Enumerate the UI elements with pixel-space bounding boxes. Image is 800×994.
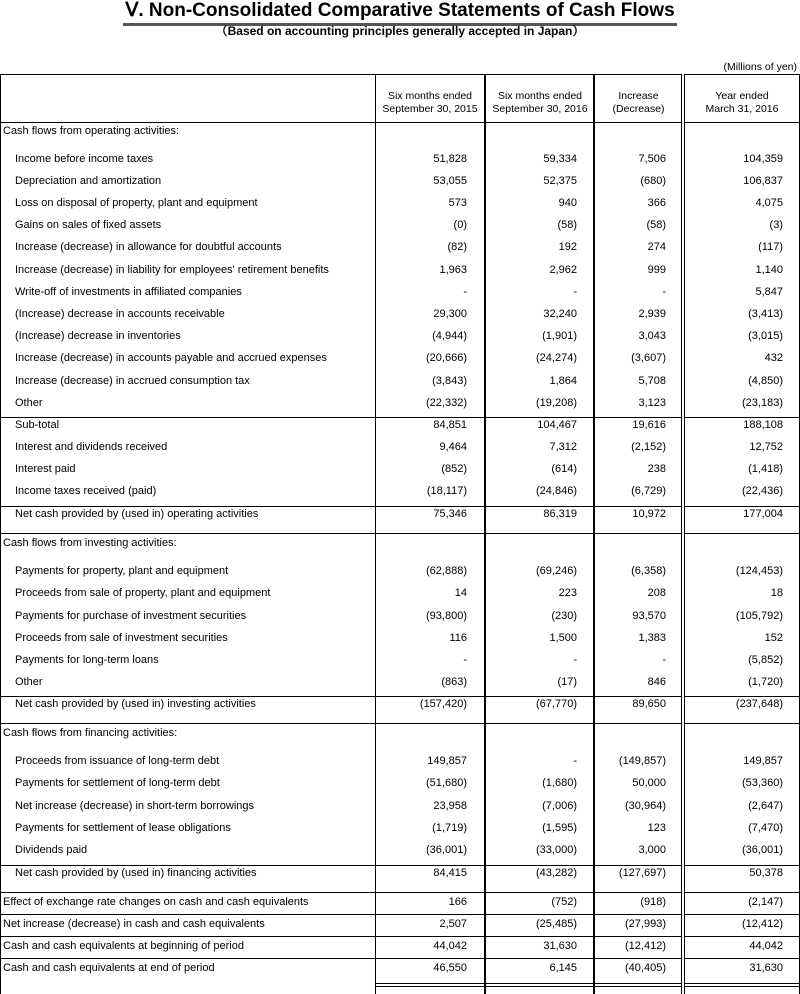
row-label: Effect of exchange rate changes on cash and cash equivalents — [3, 896, 309, 908]
cell-col-3: (2,152) — [631, 441, 666, 453]
row-label: Cash flows from operating activities: — [3, 125, 180, 137]
cell-col-4: (23,183) — [742, 397, 783, 409]
cell-col-4: (1,418) — [748, 463, 783, 475]
row-label: (Increase) decrease in inventories — [15, 330, 181, 342]
cell-col-1: 53,055 — [433, 175, 467, 187]
cell-col-3: 10,972 — [632, 508, 666, 520]
row-label: Proceeds from issuance of long-term debt — [15, 755, 220, 767]
cell-col-4: (3,015) — [748, 330, 783, 342]
cell-col-1: 46,550 — [433, 962, 467, 974]
document-title — [0, 0, 800, 26]
row-label: Payments for settlement of lease obligations — [15, 822, 231, 834]
column-header-4-line2: March 31, 2016 — [705, 103, 779, 115]
cell-col-1: (82) — [447, 241, 467, 253]
column-header-2 — [486, 84, 594, 122]
cell-col-3: 2,939 — [638, 308, 666, 320]
cell-col-4: (3) — [769, 219, 783, 231]
section-heading — [0, 537, 800, 555]
row-label: Income before income taxes — [15, 153, 154, 165]
table-row — [0, 587, 800, 605]
cell-col-1: 9,464 — [439, 441, 467, 453]
row-separator — [684, 865, 800, 866]
cell-col-3: 274 — [647, 241, 666, 253]
cell-col-1: (20,666) — [426, 352, 467, 364]
row-separator — [0, 892, 681, 893]
cell-col-3: - — [662, 286, 666, 298]
cell-col-1: 573 — [448, 197, 467, 209]
cell-col-1: 149,857 — [427, 755, 467, 767]
table-row — [0, 654, 800, 672]
cell-col-4: 4,075 — [755, 197, 783, 209]
cell-col-1: 29,300 — [433, 308, 467, 320]
cell-col-3: (3,607) — [631, 352, 666, 364]
row-separator — [0, 865, 681, 866]
table-row — [0, 375, 800, 393]
row-label: Cash flows from investing activities: — [3, 537, 177, 549]
cell-col-2: (752) — [551, 896, 577, 908]
cell-col-3: 123 — [647, 822, 666, 834]
column-header-1 — [376, 84, 484, 122]
cell-col-1: 14 — [454, 587, 467, 599]
cell-col-3: (58) — [646, 219, 666, 231]
row-separator — [684, 506, 800, 507]
cell-col-3: 999 — [647, 264, 666, 276]
row-label: (Increase) decrease in accounts receivable — [15, 308, 225, 320]
cell-col-4: 44,042 — [749, 940, 783, 952]
row-label: Net cash provided by (used in) investing activities — [15, 698, 256, 710]
table-row — [0, 308, 800, 326]
column-header-2-line2: September 30, 2016 — [492, 103, 588, 115]
cell-col-4: (4,850) — [748, 375, 783, 387]
row-label: Other — [15, 397, 43, 409]
row-label: Cash and cash equivalents at beginning of period — [3, 940, 244, 952]
cell-col-2: 1,864 — [549, 375, 577, 387]
table-row — [0, 286, 800, 304]
column-header-4-line1: Year ended — [715, 90, 769, 102]
cell-col-2: (1,595) — [542, 822, 577, 834]
row-label: Payments for long-term loans — [15, 654, 159, 666]
cell-col-3: 846 — [647, 676, 666, 688]
cell-col-4: (1,720) — [748, 676, 783, 688]
table-row — [0, 565, 800, 583]
cell-col-2: (17) — [557, 676, 577, 688]
column-header-2-line1: Six months ended — [497, 90, 583, 102]
row-label: Payments for purchase of investment securities — [15, 610, 247, 622]
cell-col-4: (2,647) — [748, 800, 783, 812]
table-row — [0, 397, 800, 415]
cell-col-4: (3,413) — [748, 308, 783, 320]
table-row — [0, 755, 800, 773]
table-row — [0, 676, 800, 694]
cell-col-2: 104,467 — [537, 419, 577, 431]
cell-col-2: (24,846) — [536, 485, 577, 497]
cell-col-1: (36,001) — [426, 844, 467, 856]
cell-col-3: (918) — [640, 896, 666, 908]
cell-col-4: 12,752 — [749, 441, 783, 453]
cell-col-2: 2,962 — [549, 264, 577, 276]
cell-col-4: 5,847 — [755, 286, 783, 298]
table-row — [0, 508, 800, 526]
cell-col-1: (3,843) — [432, 375, 467, 387]
column-header-3-line1: Increase — [618, 90, 659, 102]
row-label: Increase (decrease) in liability for employees' retirement benefits — [15, 264, 329, 276]
cell-col-1: (18,117) — [426, 485, 467, 497]
row-label: Sub-total — [15, 419, 60, 431]
cell-col-4: (105,792) — [735, 610, 783, 622]
cell-col-3: (127,697) — [618, 867, 666, 879]
cell-col-1: (4,944) — [432, 330, 467, 342]
column-header-3 — [595, 84, 682, 122]
cell-col-3: 7,506 — [638, 153, 666, 165]
cell-col-3: 208 — [647, 587, 666, 599]
cell-col-2: - — [573, 654, 577, 666]
cell-col-1: (1,719) — [432, 822, 467, 834]
table-row — [0, 352, 800, 370]
cell-col-1: (0) — [453, 219, 467, 231]
cell-col-1: 84,851 — [433, 419, 467, 431]
cell-col-1: (157,420) — [419, 698, 467, 710]
double-underline — [684, 986, 800, 987]
table-row — [0, 485, 800, 503]
row-separator — [0, 696, 681, 697]
cell-col-4: (5,852) — [748, 654, 783, 666]
cell-col-1: 1,963 — [439, 264, 467, 276]
cell-col-2: - — [573, 755, 577, 767]
cell-col-2: 52,375 — [543, 175, 577, 187]
cell-col-4: 177,004 — [743, 508, 783, 520]
table-row — [0, 822, 800, 840]
cell-col-4: 149,857 — [743, 755, 783, 767]
cell-col-3: 19,616 — [632, 419, 666, 431]
row-separator — [0, 936, 681, 937]
cell-col-1: (852) — [441, 463, 467, 475]
row-label: Net increase (decrease) in short-term borrowings — [15, 800, 255, 812]
table-row — [0, 441, 800, 459]
cell-col-2: - — [573, 286, 577, 298]
section-heading — [0, 727, 800, 745]
row-label: Other — [15, 676, 43, 688]
cell-col-2: (67,770) — [536, 698, 577, 710]
row-separator — [684, 892, 800, 893]
cell-col-3: (6,729) — [631, 485, 666, 497]
column-header-3-line2: (Decrease) — [612, 103, 665, 115]
cell-col-4: (237,648) — [735, 698, 783, 710]
cell-col-3: 1,383 — [638, 632, 666, 644]
double-underline — [684, 983, 800, 984]
cell-col-4: 106,837 — [743, 175, 783, 187]
cell-col-3: (27,993) — [625, 918, 666, 930]
table-row — [0, 698, 800, 716]
row-separator — [0, 533, 681, 534]
cell-col-3: 50,000 — [632, 777, 666, 789]
cell-col-2: 1,500 — [549, 632, 577, 644]
cell-col-1: 116 — [449, 632, 467, 644]
table-top-border — [376, 74, 681, 75]
row-separator — [684, 936, 800, 937]
cell-col-2: 6,145 — [549, 962, 577, 974]
cell-col-3: 89,650 — [632, 698, 666, 710]
document-subtitle: （Based on accounting principles generally accepted in Japan） — [215, 24, 585, 38]
cell-col-2: 192 — [558, 241, 577, 253]
cell-col-4: 18 — [770, 587, 783, 599]
cell-col-1: (22,332) — [426, 397, 467, 409]
cell-col-2: 31,630 — [543, 940, 577, 952]
table-row — [0, 610, 800, 628]
cell-col-3: (40,405) — [625, 962, 666, 974]
cell-col-4: 31,630 — [749, 962, 783, 974]
row-separator — [684, 696, 800, 697]
cell-col-2: (58) — [557, 219, 577, 231]
cell-col-2: (69,246) — [536, 565, 577, 577]
cell-col-2: (230) — [551, 610, 577, 622]
row-separator — [0, 723, 681, 724]
cell-col-3: 3,000 — [638, 844, 666, 856]
table-row — [0, 918, 800, 936]
cell-col-4: 188,108 — [743, 419, 783, 431]
row-label: Interest paid — [15, 463, 76, 475]
cell-col-1: (863) — [441, 676, 467, 688]
row-label: Loss on disposal of property, plant and equipment — [15, 197, 258, 209]
cell-col-1: (93,800) — [426, 610, 467, 622]
row-separator — [0, 958, 681, 959]
table-row — [0, 844, 800, 862]
double-underline — [376, 986, 681, 987]
cell-col-3: 3,123 — [638, 397, 666, 409]
cell-col-1: - — [463, 654, 467, 666]
cell-col-3: (6,358) — [631, 565, 666, 577]
double-underline — [376, 983, 681, 984]
column-header-4 — [685, 84, 799, 122]
cell-col-1: - — [463, 286, 467, 298]
cell-col-4: 104,359 — [743, 153, 783, 165]
row-separator — [0, 417, 681, 418]
cell-col-1: (62,888) — [426, 565, 467, 577]
row-separator — [684, 723, 800, 724]
cell-col-4: (12,412) — [742, 918, 783, 930]
row-separator — [684, 958, 800, 959]
title-text: Ⅴ. Non-Consolidated Comparative Statements of Cash Flows — [123, 0, 676, 26]
cell-col-1: 2,507 — [439, 918, 467, 930]
row-label: Payments for property, plant and equipment — [15, 565, 229, 577]
table-row — [0, 940, 800, 958]
cell-col-3: (12,412) — [625, 940, 666, 952]
column-header-1-line1: Six months ended — [387, 90, 473, 102]
cell-col-2: 86,319 — [543, 508, 577, 520]
cell-col-2: 223 — [558, 587, 577, 599]
row-label: Proceeds from sale of investment securities — [15, 632, 228, 644]
header-bottom-border — [684, 122, 800, 123]
row-label: Income taxes received (paid) — [15, 485, 157, 497]
table-row — [0, 219, 800, 237]
cell-col-4: (117) — [758, 241, 783, 253]
table-row — [0, 197, 800, 215]
cell-col-1: 23,958 — [433, 800, 467, 812]
cell-col-3: 93,570 — [632, 610, 666, 622]
units-note: (Millions of yen) — [723, 61, 797, 73]
row-label: Increase (decrease) in allowance for doubtful accounts — [15, 241, 282, 253]
table-row — [0, 896, 800, 914]
cell-col-2: (24,274) — [536, 352, 577, 364]
row-separator — [684, 914, 800, 915]
cell-col-2: (33,000) — [536, 844, 577, 856]
cell-col-1: 166 — [448, 896, 467, 908]
cell-col-1: 51,828 — [433, 153, 467, 165]
table-top-border — [0, 74, 376, 75]
cell-col-4: (124,453) — [735, 565, 783, 577]
cell-col-4: 50,378 — [749, 867, 783, 879]
table-row — [0, 153, 800, 171]
cell-col-2: (43,282) — [536, 867, 577, 879]
row-label: Depreciation and amortization — [15, 175, 162, 187]
row-label: Increase (decrease) in accrued consumption tax — [15, 375, 250, 387]
cell-col-4: (53,360) — [742, 777, 783, 789]
cell-col-2: (25,485) — [536, 918, 577, 930]
row-label: Payments for settlement of long-term debt — [15, 777, 220, 789]
table-row — [0, 264, 800, 282]
row-label: Increase (decrease) in accounts payable and accrued expenses — [15, 352, 327, 364]
row-label: Net cash provided by (used in) financing activities — [15, 867, 257, 879]
cell-col-2: (614) — [551, 463, 577, 475]
row-separator — [684, 533, 800, 534]
cell-col-3: (680) — [640, 175, 666, 187]
cell-col-4: (7,470) — [748, 822, 783, 834]
row-label: Net increase (decrease) in cash and cash equivalents — [3, 918, 265, 930]
row-label: Dividends paid — [15, 844, 88, 856]
table-row — [0, 800, 800, 818]
cell-col-3: 3,043 — [638, 330, 666, 342]
row-separator — [0, 914, 681, 915]
table-row — [0, 962, 800, 980]
row-label: Interest and dividends received — [15, 441, 168, 453]
cell-col-2: (19,208) — [536, 397, 577, 409]
row-separator — [684, 417, 800, 418]
table-row — [0, 777, 800, 795]
cell-col-3: 366 — [647, 197, 666, 209]
cell-col-2: 59,334 — [543, 153, 577, 165]
cell-col-4: (22,436) — [742, 485, 783, 497]
cell-col-1: 44,042 — [433, 940, 467, 952]
cell-col-3: 5,708 — [638, 375, 666, 387]
row-label: Cash and cash equivalents at end of period — [3, 962, 215, 974]
table-row — [0, 241, 800, 259]
cell-col-4: (2,147) — [748, 896, 783, 908]
cell-col-1: 75,346 — [433, 508, 467, 520]
column-header-1-line2: September 30, 2015 — [382, 103, 478, 115]
row-label: Write-off of investments in affiliated companies — [15, 286, 242, 298]
cell-col-2: (1,901) — [542, 330, 577, 342]
cell-col-3: - — [662, 654, 666, 666]
table-row — [0, 419, 800, 437]
cell-col-2: (7,006) — [542, 800, 577, 812]
table-row — [0, 632, 800, 650]
table-top-border — [684, 74, 800, 75]
section-heading — [0, 125, 800, 143]
cell-col-2: (1,680) — [542, 777, 577, 789]
cell-col-4: 1,140 — [755, 264, 783, 276]
cell-col-2: 32,240 — [543, 308, 577, 320]
cell-col-4: 152 — [764, 632, 783, 644]
table-row — [0, 463, 800, 481]
table-row — [0, 330, 800, 348]
cell-col-3: (149,857) — [618, 755, 666, 767]
row-label: Proceeds from sale of property, plant and equipment — [15, 587, 271, 599]
cell-col-2: 940 — [558, 197, 577, 209]
cell-col-3: 238 — [647, 463, 666, 475]
cell-col-3: (30,964) — [625, 800, 666, 812]
cell-col-1: (51,680) — [426, 777, 467, 789]
row-separator — [0, 506, 681, 507]
row-label: Net cash provided by (used in) operating activities — [15, 508, 259, 520]
table-row — [0, 867, 800, 885]
cell-col-2: 7,312 — [549, 441, 577, 453]
cell-col-4: 432 — [764, 352, 783, 364]
row-label: Gains on sales of fixed assets — [15, 219, 162, 231]
header-bottom-border — [0, 122, 681, 123]
row-label: Cash flows from financing activities: — [3, 727, 178, 739]
cell-col-1: 84,415 — [433, 867, 467, 879]
cell-col-4: (36,001) — [742, 844, 783, 856]
table-row — [0, 175, 800, 193]
